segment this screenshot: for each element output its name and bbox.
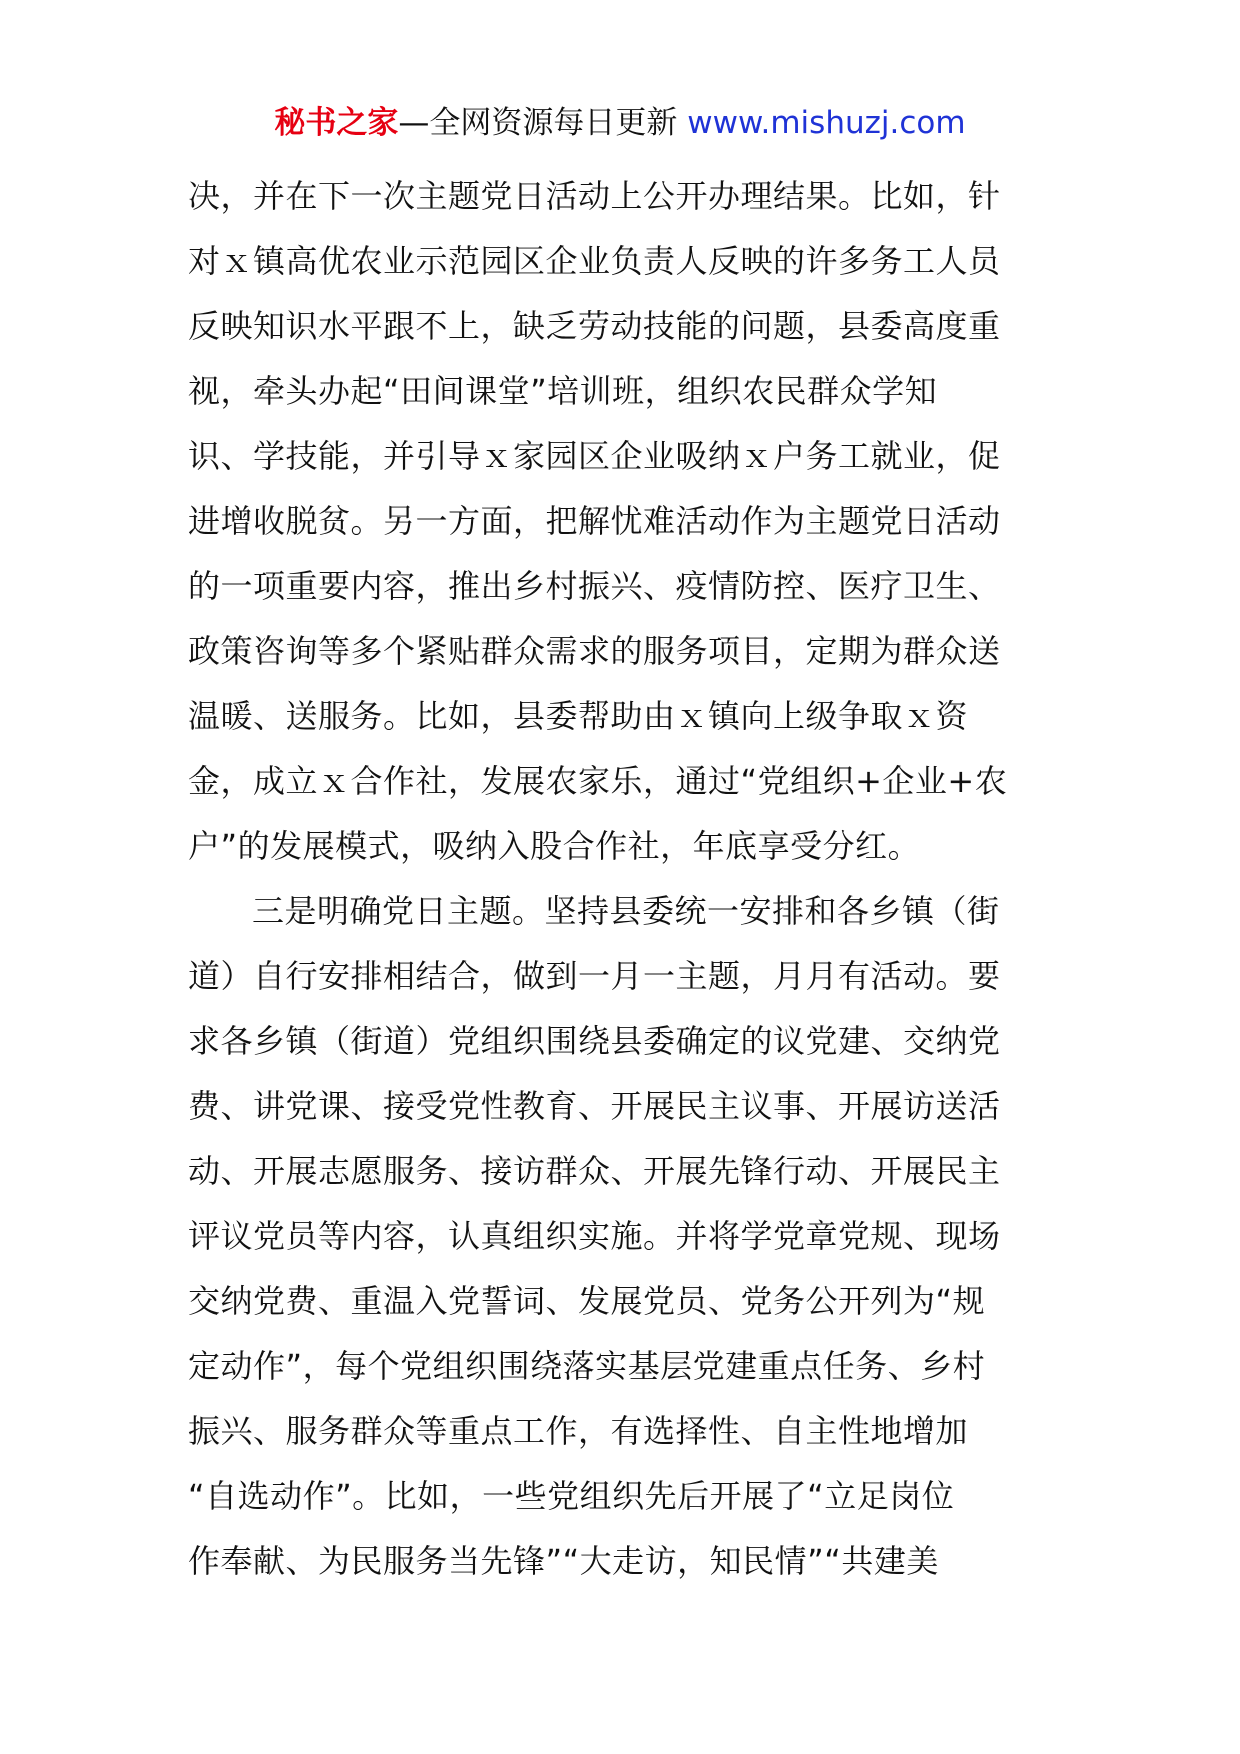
body-text [188,164,1048,1594]
text-line: 进增收脱贫。另一方面，把解忧难活动作为主题党日活动 [188,502,1001,540]
text-line: 费、讲党课、接受党性教育、开展民主议事、开展访送活 [188,1087,1001,1125]
text-line: 对ｘ镇高优农业示范园区企业负责人反映的许多务工人员 [188,242,1001,280]
text-line: 识、学技能，并引导ｘ家园区企业吸纳ｘ户务工就业，促 [188,437,1001,475]
paragraph-start-line: 三是明确党日主题。坚持县委统一安排和各乡镇（街 [252,892,1000,930]
text-line: 振兴、服务群众等重点工作，有选择性、自主性地增加 [188,1412,969,1450]
header-slogan: —全网资源每日更新 [398,105,678,141]
text-line: “自选动作”。比如，一些党组织先后开展了“立足岗位 [188,1477,955,1515]
text-line: 金，成立ｘ合作社，发展农家乐，通过“党组织+企业+农 [188,762,1008,800]
text-line: 动、开展志愿服务、接访群众、开展先锋行动、开展民主 [188,1152,1001,1190]
text-line: 反映知识水平跟不上，缺乏劳动技能的问题，县委高度重 [188,307,1001,345]
text-line: 政策咨询等多个紧贴群众需求的服务项目，定期为群众送 [188,632,1001,670]
text-line: 作奉献、为民服务当先锋”“大走访，知民情”“共建美 [188,1542,939,1580]
text-line: 决，并在下一次主题党日活动上公开办理结果。比如，针 [188,177,1001,215]
header-url[interactable]: www.mishuzj.com [687,105,966,141]
text-line: 视，牵头办起“田间课堂”培训班，组织农民群众学知 [188,372,938,410]
text-line: 交纳党费、重温入党誓词、发展党员、党务公开列为“规 [188,1282,986,1320]
text-line: 评议党员等内容，认真组织实施。并将学党章党规、现场 [188,1217,1001,1255]
text-line: 道）自行安排相结合，做到一月一主题，月月有活动。要 [188,957,1001,995]
header-brand: 秘书之家 [274,105,399,141]
page-header [0,100,1240,146]
text-line: 户”的发展模式，吸纳入股合作社，年底享受分红。 [188,827,921,865]
text-line: 定动作”，每个党组织围绕落实基层党建重点任务、乡村 [188,1347,986,1385]
text-line: 求各乡镇（街道）党组织围绕县委确定的议党建、交纳党 [188,1022,1001,1060]
text-line: 温暖、送服务。比如，县委帮助由ｘ镇向上级争取ｘ资 [188,697,969,735]
text-line: 的一项重要内容，推出乡村振兴、疫情防控、医疗卫生、 [188,567,1001,605]
